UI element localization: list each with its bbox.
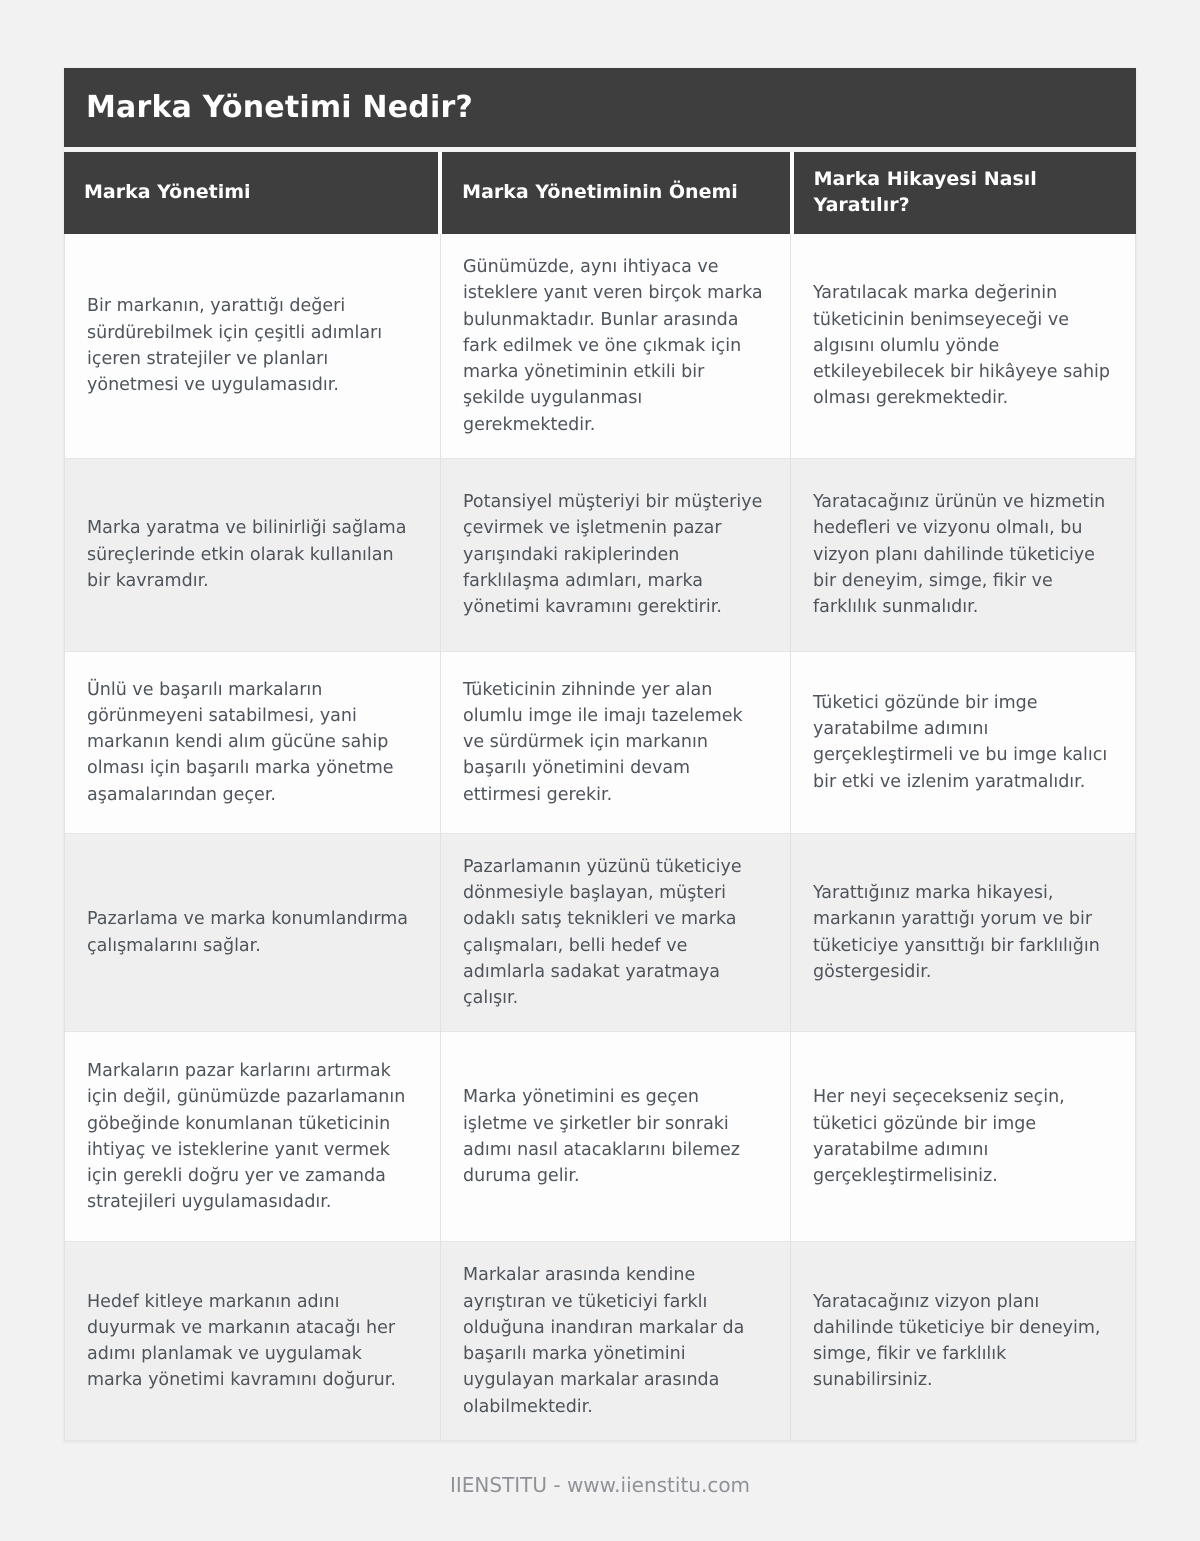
table-cell xyxy=(791,652,1136,834)
table-cell xyxy=(791,834,1136,1033)
table-cell xyxy=(64,234,441,459)
column-header-marka-yonetiminin-onemi xyxy=(442,152,789,234)
table-cell xyxy=(64,834,441,1033)
table-row xyxy=(64,459,1136,652)
table-body xyxy=(64,234,1136,1441)
table-row xyxy=(64,834,1136,1033)
table-cell xyxy=(791,1032,1136,1242)
table-cell xyxy=(64,1032,441,1242)
cell-text: Marka yaratma ve bilinirliği sağlama süreçlerinde etkin olarak kullanılan bir kavramdır. xyxy=(87,518,407,591)
footer-credit: IIENSTITU - www.iienstitu.com xyxy=(449,1472,751,1497)
cell-text: Günümüzde, aynı ihtiyaca ve isteklere yanıt veren birçok marka bulunmaktadır. Bunlar arasında fark edilmek ve öne çıkmak için marka yönetiminin etkili bir şekilde uygulanması gerekmektedir. xyxy=(463,257,763,435)
cell-text: Marka yönetimini es geçen işletme ve şirketler bir sonraki adımı nasıl atacaklarını bilemez duruma gelir. xyxy=(463,1087,740,1186)
cell-text: Pazarlamanın yüzünü tüketiciye dönmesiyle başlayan, müşteri odaklı satış teknikleri ve marka çalışmaları, belli hedef ve adımlarla sadakat yaratmaya çalışır. xyxy=(463,856,742,1008)
cell-text: Markaların pazar karlarını artırmak için değil, günümüzde pazarlamanın göbeğinde konumlanan tüketicinin ihtiyaç ve isteklerine yanıt vermek için gerekli doğru yer ve zamanda stratejileri uygulamasıdadır. xyxy=(87,1061,406,1213)
brand-management-table xyxy=(64,68,1136,1441)
table-cell xyxy=(441,1032,791,1242)
table-row xyxy=(64,1032,1136,1242)
cell-text: Potansiyel müşteriyi bir müşteriye çevirmek ve işletmenin pazar yarışındaki rakiplerinden farklılaşma adımları, marka yönetimi kavramını gerektirir. xyxy=(463,492,763,618)
table-header-row xyxy=(64,147,1136,234)
cell-text: Tüketicinin zihninde yer alan olumlu imge ile imajı tazelemek ve sürdürmek için markanın başarılı yönetimini devam ettirmesi gerekir. xyxy=(463,679,743,805)
table-cell xyxy=(791,234,1136,459)
cell-text: Tüketici gözünde bir imge yaratabilme adımını gerçekleştirmeli ve bu imge kalıcı bir etki ve izlenim yaratmalıdır. xyxy=(813,692,1108,792)
column-header-label: Marka Yönetiminin Önemi xyxy=(462,181,738,204)
cell-text: Bir markanın, yarattığı değeri sürdürebilmek için çeşitli adımları içeren stratejiler ve planları yönetmesi ve uygulamasıdır. xyxy=(87,296,383,396)
column-header-label: Marka Hikayesi Nasıl Yaratılır? xyxy=(813,168,1037,216)
table-row xyxy=(64,652,1136,834)
cell-text: Yaratacağınız vizyon planı dahilinde tüketiciye bir deneyim, simge, fikir ve farklılık sunabilirsiniz. xyxy=(813,1291,1101,1391)
cell-text: Yarattığınız marka hikayesi, markanın yarattığı yorum ve bir tüketiciye yansıttığı bir farklılığın göstergesidir. xyxy=(813,883,1100,982)
table-cell xyxy=(441,1242,791,1441)
cell-text: Yaratılacak marka değerinin tüketicinin benimseyeceği ve algısını olumlu yönde etkileyebilecek bir hikâyeye sahip olması gerekmektedir. xyxy=(813,283,1111,409)
column-header-marka-yonetimi xyxy=(64,152,438,234)
cell-text: Markalar arasında kendine ayrıştıran ve tüketiciyi farklı olduğuna inandıran markalar da başarılı marka yönetimini uygulayan markalar arasında olabilmektedir. xyxy=(463,1265,745,1417)
page-title: Marka Yönetimi Nedir? xyxy=(64,68,1136,147)
column-header-label: Marka Yönetimi xyxy=(84,181,251,204)
table-row xyxy=(64,1242,1136,1441)
table-row xyxy=(64,234,1136,459)
cell-text: Pazarlama ve marka konumlandırma çalışmalarını sağlar. xyxy=(87,909,409,956)
cell-text: Hedef kitleye markanın adını duyurmak ve markanın atacağı her adımı planlamak ve uygulamak marka yönetimi kavramını doğurur. xyxy=(87,1291,396,1391)
table-cell xyxy=(791,459,1136,652)
table-cell xyxy=(791,1242,1136,1441)
cell-text: Ünlü ve başarılı markaların görünmeyeni satabilmesi, yani markanın kendi alım gücüne sahip olması için başarılı marka yönetme aşamalarından geçer. xyxy=(87,679,394,805)
table-cell xyxy=(441,834,791,1033)
cell-text: Yaratacağınız ürünün ve hizmetin hedefleri ve vizyonu olmalı, bu vizyon planı dahilinde tüketiciye bir deneyim, simge, fikir ve farklılık sunmalıdır. xyxy=(813,492,1106,618)
cell-text: Her neyi seçecekseniz seçin, tüketici gözünde bir imge yaratabilme adımını gerçekleştirmelisiniz. xyxy=(813,1087,1065,1186)
table-cell xyxy=(441,459,791,652)
table-cell xyxy=(64,1242,441,1441)
table-cell xyxy=(64,652,441,834)
table-cell xyxy=(441,652,791,834)
column-header-marka-hikayesi xyxy=(794,152,1136,234)
table-cell xyxy=(441,234,791,459)
table-cell xyxy=(64,459,441,652)
